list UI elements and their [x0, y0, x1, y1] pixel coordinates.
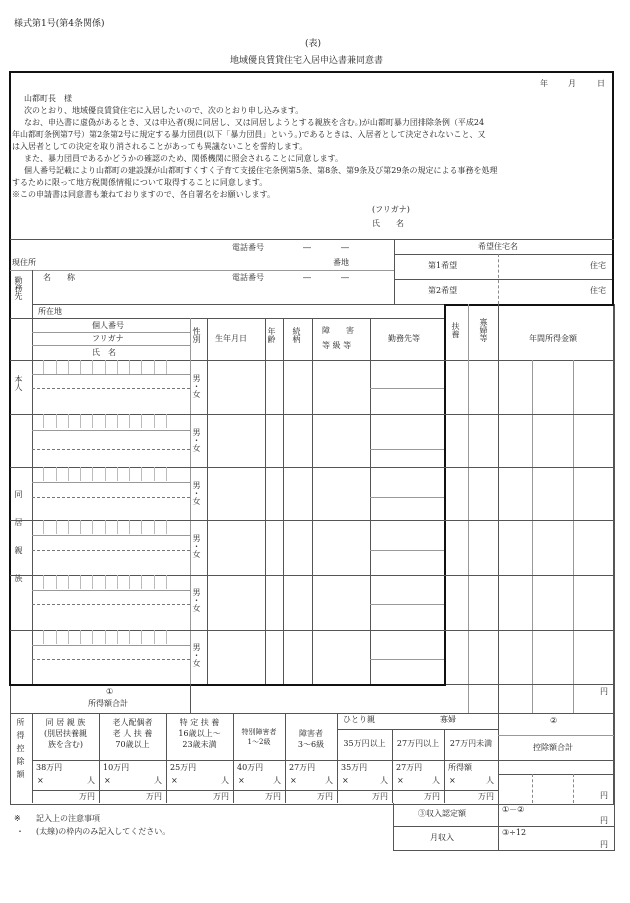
deduction-amount: 40万円	[237, 763, 264, 772]
member4-age-field[interactable]	[266, 576, 282, 629]
work-location-label: 所在地	[38, 307, 62, 316]
intro-p3: また、暴力団員であるかどうかの確認のため、関係機関に照会されることに同意します。	[24, 154, 344, 163]
family5-my-number-boxes[interactable]	[32, 630, 178, 644]
times-sign: ×	[290, 776, 297, 785]
member0-dependent-field[interactable]	[447, 361, 467, 413]
recognized-formula: ①－②	[502, 805, 525, 814]
second-choice-suffix: 住宅	[590, 286, 606, 295]
form-side: (表)	[305, 39, 322, 49]
divider	[393, 826, 614, 827]
intro-p2b: 年山都町条例第7号）第2条第2号に規定する暴力団員(以下「暴力団員」という。)であるときは、入居者として決定されないこと、又	[12, 130, 486, 139]
member1-relation-field[interactable]	[284, 415, 311, 466]
header-widow: 寡婦等	[479, 318, 488, 342]
name-label: 氏 名	[372, 219, 404, 228]
divider	[32, 332, 190, 333]
deduction-column-label: 特 定 扶 養 16歳以上～ 23歳未満	[178, 718, 221, 750]
divider	[498, 735, 614, 736]
member0-disability-field[interactable]	[313, 361, 369, 413]
header-disability-b: 等 級 等	[322, 341, 352, 350]
member2-relation-field[interactable]	[284, 468, 311, 519]
divider	[32, 388, 190, 389]
deduction-persons-field[interactable]	[406, 775, 432, 788]
divider	[394, 254, 612, 255]
divider	[10, 713, 614, 714]
divider	[498, 774, 614, 775]
phone-dash-1: ―	[303, 243, 311, 252]
member5-widow-field[interactable]	[469, 631, 497, 683]
member1-annual-income-field[interactable]	[499, 415, 613, 466]
header-birth: 生年月日	[215, 334, 247, 343]
deduction-amount: 10万円	[103, 763, 130, 772]
divider	[32, 430, 190, 431]
intro-p5: ※この申請書は同意書も兼ねておりますので、各自署名をお願いします。	[12, 190, 275, 199]
deduction-total-unit: 円	[600, 791, 608, 800]
member4-widow-field[interactable]	[469, 576, 497, 629]
current-address-field[interactable]	[50, 255, 325, 269]
member5-workplace-field[interactable]	[371, 631, 443, 683]
second-choice-label: 第2希望	[428, 286, 458, 295]
deduction-persons-field[interactable]	[458, 775, 486, 788]
divider	[32, 760, 498, 761]
first-choice-label: 第1希望	[428, 261, 458, 270]
member0-age-field[interactable]	[266, 361, 282, 413]
times-sign: ×	[342, 776, 349, 785]
member4-dependent-field[interactable]	[447, 576, 467, 629]
work-name-field[interactable]	[90, 272, 225, 286]
intro-p1: 次のとおり、地域優良賃貸住宅に入居したいので、次のとおり申し込みます。	[24, 106, 304, 115]
phone-label: 電話番号	[232, 243, 264, 252]
member1-age-field[interactable]	[266, 415, 282, 466]
member2-widow-field[interactable]	[469, 468, 497, 519]
deduction-amount: 35万円	[341, 763, 368, 772]
person-unit: 人	[486, 776, 494, 785]
deduction-column-label: 27万円以上	[396, 739, 440, 748]
member1-disability-field[interactable]	[313, 415, 369, 466]
phone-dash-2: ―	[341, 243, 349, 252]
times-sign: ×	[238, 776, 245, 785]
divider	[10, 270, 394, 271]
notes-text: (太線)の枠内のみ記入してください。	[36, 827, 171, 836]
member4-workplace-field[interactable]	[371, 576, 443, 629]
divider	[498, 760, 614, 761]
member3-age-field[interactable]	[266, 521, 282, 574]
intro-p4b: するために限って地方税関係情報について取得することに同意します。	[12, 178, 268, 187]
deduction-subtotal-field[interactable]	[168, 791, 211, 802]
deduction-amount: 27万円	[289, 763, 316, 772]
header-furigana: フリガナ	[92, 334, 124, 343]
bold-left	[9, 71, 11, 685]
first-choice-suffix: 住宅	[590, 261, 606, 270]
man-yen-unit: 万円	[265, 792, 281, 801]
income-total-label: 所得額合計	[88, 699, 128, 708]
date-day: 日	[597, 79, 605, 88]
bold-line	[444, 304, 446, 684]
divider	[32, 659, 190, 660]
monthly-label: 月収入	[430, 833, 454, 842]
member0-workplace-field[interactable]	[371, 361, 443, 413]
member1-widow-field[interactable]	[469, 415, 497, 466]
person-unit: 人	[221, 776, 229, 785]
member1-dependent-field[interactable]	[447, 415, 467, 466]
member1-workplace-field[interactable]	[371, 415, 443, 466]
divider	[446, 684, 614, 685]
notes-bullet: ・	[16, 827, 24, 836]
member2-dependent-field[interactable]	[447, 468, 467, 519]
deduction-total-label: 控除額合計	[533, 743, 573, 752]
header-workplace: 勤務先等	[388, 334, 420, 343]
deduction-subtotal-field[interactable]	[446, 791, 476, 802]
family5-sex[interactable]: 男・女	[192, 643, 201, 667]
member3-dependent-field[interactable]	[447, 521, 467, 574]
divider	[32, 604, 190, 605]
divider	[190, 684, 191, 713]
deduction-persons-field[interactable]	[351, 775, 380, 788]
member5-dependent-field[interactable]	[447, 631, 467, 683]
divider	[32, 645, 190, 646]
man-yen-unit: 万円	[478, 792, 494, 801]
monthly-unit: 円	[600, 840, 608, 849]
divider	[32, 790, 498, 791]
intro-p2c: は入居者としての決定を取り消されることがあっても異議ないことを誓約します。	[12, 142, 308, 151]
self-label: 本人	[14, 375, 23, 391]
divider	[394, 279, 612, 280]
deduction-column-label: 35万円以上	[343, 739, 386, 748]
deduction-subtotal-field[interactable]	[34, 791, 77, 802]
man-yen-unit: 万円	[317, 792, 333, 801]
member4-birth-field[interactable]	[208, 576, 264, 629]
notes-mark: ※	[14, 814, 21, 823]
divider	[337, 729, 498, 730]
person-unit: 人	[87, 776, 95, 785]
member3-relation-field[interactable]	[284, 521, 311, 574]
applicant-name-field[interactable]	[410, 218, 600, 232]
deduction-subtotal-field[interactable]	[101, 791, 144, 802]
family1-my-number-boxes[interactable]	[32, 414, 178, 428]
income-total-unit: 円	[600, 687, 608, 696]
work-name-label: 名 称	[43, 273, 75, 282]
man-yen-unit: 万円	[146, 792, 162, 801]
deduction-subtotal-field[interactable]	[394, 791, 422, 802]
deduction-column-label: 同 居 親 族 (別居扶養親 族を含む)	[43, 718, 88, 750]
date-year: 年	[540, 79, 548, 88]
bold-right-top	[612, 71, 614, 305]
preference-title: 希望住宅名	[478, 242, 518, 251]
family3-my-number-boxes[interactable]	[32, 520, 178, 534]
work-location-field[interactable]	[70, 306, 440, 318]
monthly-formula: ③÷12	[502, 828, 527, 837]
deduction-column-label: 老人配偶者 老 人 扶 養 70歳以上	[112, 718, 153, 750]
times-sign: ×	[37, 776, 44, 785]
family1-sex[interactable]: 男・女	[192, 428, 201, 452]
deduction-column-label: 27万円未満	[449, 739, 493, 748]
form-title: 地域優良賃貸住宅入居申込書兼同意書	[230, 56, 384, 66]
man-yen-unit: 万円	[79, 792, 95, 801]
member5-age-field[interactable]	[266, 631, 282, 683]
member5-relation-field[interactable]	[284, 631, 311, 683]
bold-top	[10, 71, 614, 73]
deduction-persons-field[interactable]	[113, 775, 154, 788]
header-age: 年齢	[267, 327, 276, 343]
intro-p4a: 個人番号記載により山都町の建設課が山都町すくすく子育て支援住宅条例第5条、第8条、第9条及び第29条の規定による事務を処理	[24, 166, 498, 175]
divider	[394, 239, 395, 304]
member4-relation-field[interactable]	[284, 576, 311, 629]
man-yen-unit: 万円	[424, 792, 440, 801]
family2-my-number-boxes[interactable]	[32, 467, 178, 481]
self-my-number-boxes[interactable]	[32, 360, 178, 374]
income-total-field[interactable]	[500, 686, 595, 711]
deduction-column-label: 障害者 3～6級	[297, 729, 325, 750]
deduction-column-label: 特別障害者 1～2級	[241, 728, 277, 746]
header-annual-income: 年間所得金額	[529, 334, 577, 343]
workplace-label: 勤務先	[14, 276, 23, 300]
deduction-amount: 所得額	[448, 763, 472, 772]
member5-disability-field[interactable]	[313, 631, 369, 683]
divider	[32, 449, 190, 450]
divider	[32, 550, 190, 551]
member2-age-field[interactable]	[266, 468, 282, 519]
member5-birth-field[interactable]	[208, 631, 264, 683]
bold-line	[9, 684, 446, 686]
member1-birth-field[interactable]	[208, 415, 264, 466]
self-sex[interactable]: 男・女	[192, 374, 201, 398]
member0-birth-field[interactable]	[208, 361, 264, 413]
deduction-persons-field[interactable]	[299, 775, 325, 788]
income-total-marker: ①	[106, 687, 114, 696]
date-month: 月	[568, 79, 576, 88]
notes-title: 記入上の注意事項	[36, 814, 100, 823]
recognized-unit: 円	[600, 816, 608, 825]
deductions-side-label: 所得控除額	[16, 718, 25, 783]
member3-birth-field[interactable]	[208, 521, 264, 574]
man-yen-unit: 万円	[372, 792, 388, 801]
form-number: 様式第1号(第4条関係)	[14, 19, 105, 29]
work-phone-dash-1: ―	[303, 273, 311, 282]
self-furigana-field[interactable]	[34, 375, 188, 387]
member2-birth-field[interactable]	[208, 468, 264, 519]
member4-disability-field[interactable]	[313, 576, 369, 629]
times-sign: ×	[171, 776, 178, 785]
divider	[32, 345, 190, 346]
deduction-subtotal-field[interactable]	[235, 791, 263, 802]
person-unit: 人	[154, 776, 162, 785]
deduction-amount: 27万円	[396, 763, 423, 772]
deduction-amount: 38万円	[36, 763, 63, 772]
family3-sex[interactable]: 男・女	[192, 534, 201, 558]
divider	[32, 590, 190, 591]
member3-disability-field[interactable]	[313, 521, 369, 574]
recognized-label: ③収入認定額	[418, 809, 466, 818]
divider	[10, 318, 445, 319]
work-phone-label: 電話番号	[232, 273, 264, 282]
header-name: 氏 名	[92, 348, 116, 357]
family-label: 同居親族	[14, 490, 23, 602]
times-sign: ×	[104, 776, 111, 785]
member2-annual-income-field[interactable]	[499, 468, 613, 519]
divider	[32, 497, 190, 498]
first-choice-field[interactable]	[500, 256, 585, 276]
divider	[10, 239, 614, 240]
deduction-total-marker: ②	[550, 716, 558, 725]
header-my-number: 個人番号	[92, 321, 124, 330]
work-phone-dash-2: ―	[341, 273, 349, 282]
family2-sex[interactable]: 男・女	[192, 481, 201, 505]
deduction-persons-field[interactable]	[247, 775, 273, 788]
header-disability-a: 障 害	[322, 326, 354, 335]
family4-my-number-boxes[interactable]	[32, 575, 178, 589]
widow-label: 寡婦	[440, 715, 456, 724]
person-unit: 人	[432, 776, 440, 785]
member4-annual-income-field[interactable]	[499, 576, 613, 629]
deduction-total-field[interactable]	[500, 776, 595, 801]
divider	[32, 482, 190, 483]
intro-p2a: なお、申込書に虚偽があるとき、又は申込者(現に同居し、又は同居しようとする親族を含む。)が山都町暴力団排除条例（平成24	[24, 118, 485, 127]
member0-widow-field[interactable]	[469, 361, 497, 413]
times-sign: ×	[397, 776, 404, 785]
bold-line	[445, 304, 614, 306]
divider	[32, 535, 190, 536]
furigana-label: (フリガナ)	[372, 205, 410, 214]
banchi-label: 番地	[333, 258, 349, 267]
member3-annual-income-field[interactable]	[499, 521, 613, 574]
member0-relation-field[interactable]	[284, 361, 311, 413]
deduction-amount: 25万円	[170, 763, 197, 772]
deduction-subtotal-field[interactable]	[287, 791, 315, 802]
divider	[614, 304, 615, 804]
man-yen-unit: 万円	[213, 792, 229, 801]
deduction-subtotal-field[interactable]	[339, 791, 370, 802]
header-relation: 続柄	[292, 327, 301, 343]
deduction-persons-field[interactable]	[180, 775, 221, 788]
member2-disability-field[interactable]	[313, 468, 369, 519]
addressee: 山都町長 様	[24, 94, 72, 103]
person-unit: 人	[273, 776, 281, 785]
person-unit: 人	[380, 776, 388, 785]
header-dependent: 扶養	[451, 322, 460, 338]
self-name-field[interactable]	[34, 390, 188, 412]
family4-sex[interactable]: 男・女	[192, 588, 201, 612]
header-sex: 性別	[192, 327, 201, 343]
member5-annual-income-field[interactable]	[499, 631, 613, 683]
member2-workplace-field[interactable]	[371, 468, 443, 519]
member3-workplace-field[interactable]	[371, 521, 443, 574]
member3-widow-field[interactable]	[469, 521, 497, 574]
member0-annual-income-field[interactable]	[499, 361, 613, 413]
second-choice-field[interactable]	[500, 281, 585, 301]
current-address-label: 現住所	[12, 258, 36, 267]
single-parent-label: ひとり親	[343, 715, 375, 724]
deduction-persons-field[interactable]	[46, 775, 87, 788]
person-unit: 人	[325, 776, 333, 785]
times-sign: ×	[449, 776, 456, 785]
